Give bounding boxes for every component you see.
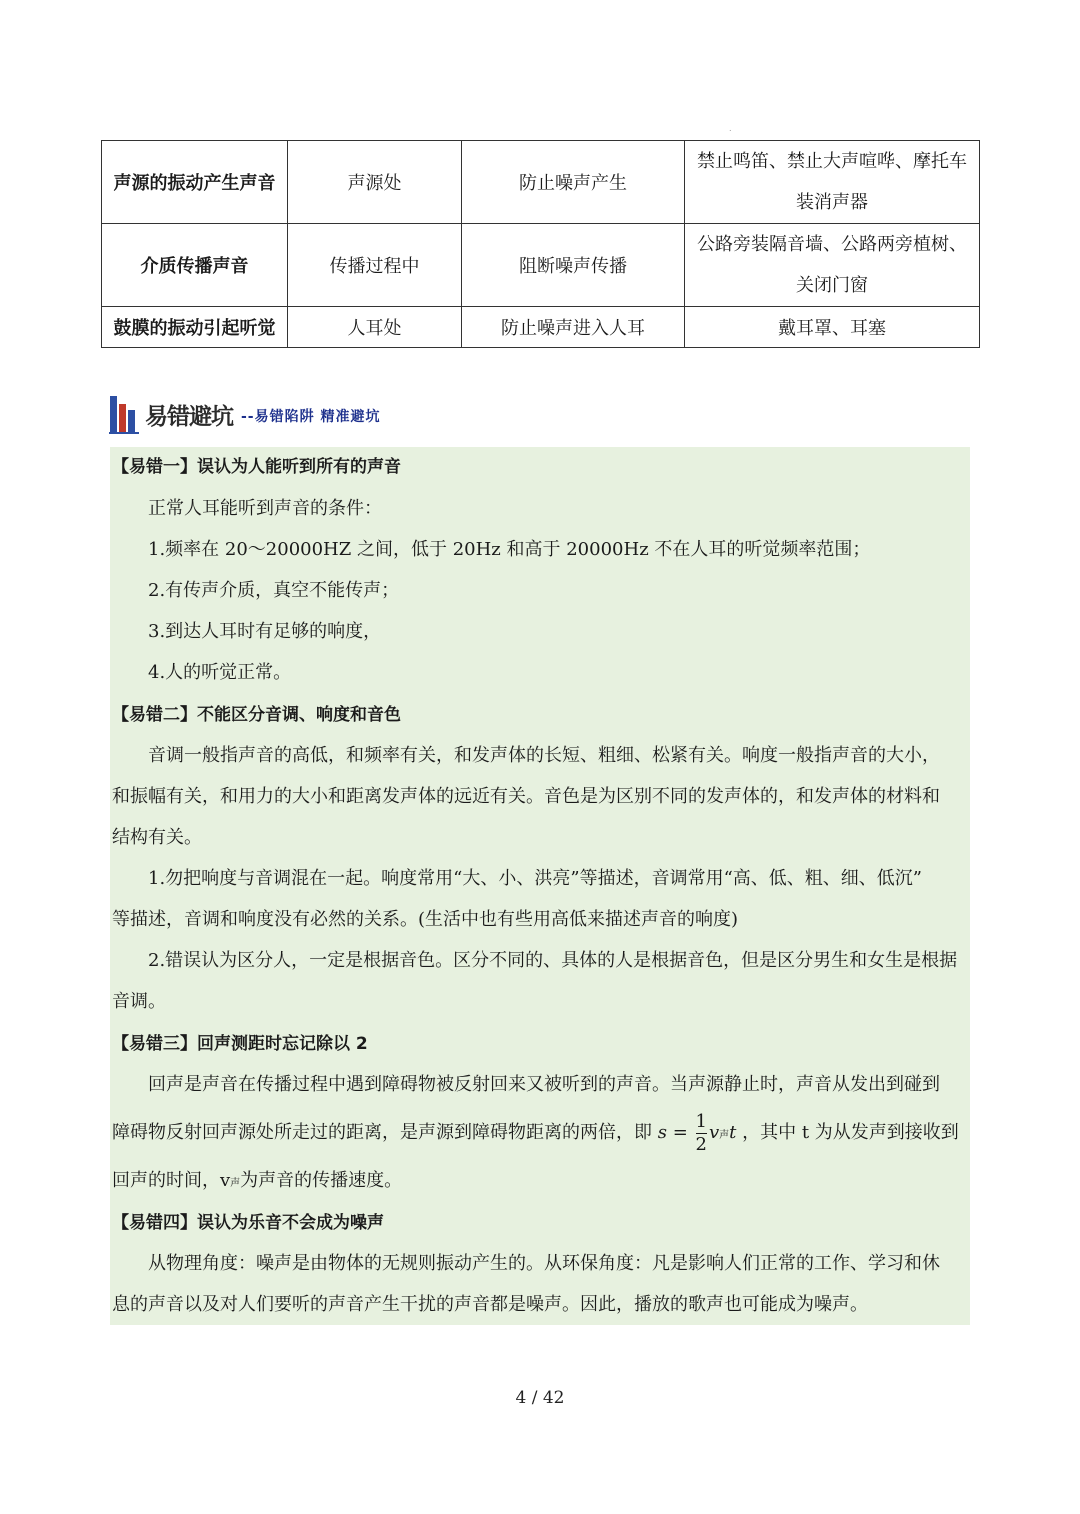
mistake-text: 音调一般指声音的高低，和频率有关，和发声体的长短、粗细、松紧有关。响度一般指声音的大小， [148,745,940,766]
formula-denominator: 2 [695,1133,707,1155]
formula-v: v [708,1122,720,1143]
table-row [102,307,980,348]
table-cell-principle: 鼓膜的振动引起听觉 [102,307,288,348]
formula-fraction [696,1111,707,1156]
formula-subscript: 声 [719,1130,730,1141]
example-line: 装消声器 [796,192,868,213]
mistake-text: 结构有关。 [112,827,202,848]
mistake-text: 1.频率在 20～20000HZ 之间，低于 20Hz 和高于 20000Hz 不在人耳的听觉频率范围； [148,539,871,560]
books-logo-icon [109,394,143,434]
mistake-text: 2.有传声介质，真空不能传声； [148,580,400,601]
page-dot: . [729,124,732,133]
mistake-text: 3.到达人耳时有足够的响度， [148,621,382,642]
mistake-text: 从物理角度：噪声是由物体的无规则振动产生的。从环保角度：凡是影响人们正常的工作、学习和休 [148,1253,940,1274]
example-line: 公路旁装隔音墙、公路两旁植树、 [697,234,967,255]
mistake-text: 正常人耳能听到声音的条件： [148,498,382,519]
mistake-text: 1.勿把响度与音调混在一起。响度常用“大、小、洪亮”等描述，音调常用“高、低、粗、细、低沉” [148,868,922,889]
mistake-text: 等描述，音调和响度没有必然的关系。(生活中也有些用高低来描述声音的响度) [112,909,739,930]
section-subtitle: --易错陷阱 精准避坑 [241,409,381,425]
example-line: 关闭门窗 [796,275,868,296]
table-cell-principle: 声源的振动产生声音 [102,141,288,224]
echo-distance-formula [658,1108,737,1161]
table-cell-location: 传播过程中 [288,224,462,307]
mistake-text-with-formula [112,1108,959,1161]
table-row [102,224,980,307]
mistake-text [112,1169,402,1196]
table-cell-location: 人耳处 [288,307,462,348]
mistake-text: 回声是声音在传播过程中遇到障碍物被反射回来又被听到的声音。当声源静止时，声音从发出到碰到 [148,1074,940,1095]
formula-s: s [657,1122,667,1143]
table-cell-measure: 防止噪声产生 [462,141,685,224]
mistake-heading: 【易错二】不能区分音调、响度和音色 [112,705,401,725]
formula-numerator: 1 [695,1110,707,1132]
speed-subscript: 声 [230,1178,241,1189]
section-title: 易错避坑 [145,404,233,430]
table-cell-principle: 介质传播声音 [102,224,288,307]
page-number: 4 / 42 [515,1388,565,1408]
formula-text-after: ，其中 t 为从发声到接收到 [742,1122,959,1143]
mistake-text: 4.人的听觉正常。 [148,662,292,683]
table-cell-measure: 阻断噪声传播 [462,224,685,307]
mistake-heading: 【易错一】误认为人能听到所有的声音 [112,457,401,477]
table-cell-example [685,141,980,224]
mistake-heading: 【易错三】回声测距时忘记除以 2 [112,1034,368,1054]
formula-equals: = [666,1122,694,1143]
mistake-text: 2.错误认为区分人，一定是根据音色。区分不同的、具体的人是根据音色，但是区分男生和女生是根据 [148,950,958,971]
speed-text: 为声音的传播速度。 [240,1170,403,1191]
section-header [109,392,509,438]
echo-time-text: 回声的时间，v [112,1170,231,1191]
table-cell-measure: 防止噪声进入人耳 [462,307,685,348]
table-row [102,141,980,224]
noise-control-table [101,140,980,348]
mistake-heading: 【易错四】误认为乐音不会成为噪声 [112,1213,384,1233]
mistake-text: 和振幅有关，和用力的大小和距离发声体的远近有关。音色是为区别不同的发声体的，和发声体的材料和 [112,786,940,807]
example-line: 禁止鸣笛、禁止大声喧哗、摩托车 [697,151,967,172]
table-cell-location: 声源处 [288,141,462,224]
table-cell-example: 戴耳罩、耳塞 [685,307,980,348]
table-cell-example [685,224,980,307]
mistakes-panel [110,447,970,1325]
formula-text-before: 障碍物反射回声源处所走过的距离，是声源到障碍物距离的两倍，即 [112,1122,652,1143]
mistake-text: 息的声音以及对人们要听的声音产生干扰的声音都是噪声。因此，播放的歌声也可能成为噪声。 [112,1294,868,1315]
formula-t: t [729,1122,737,1143]
mistake-text: 音调。 [112,991,166,1012]
